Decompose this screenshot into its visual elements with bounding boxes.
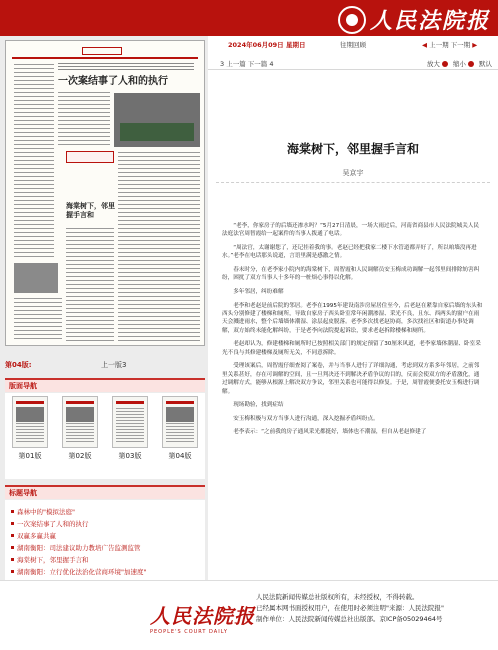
footer-line: 制作单位：人民法院新闻传媒总社出版部。京ICP备05029464号 bbox=[256, 615, 443, 623]
archive-link[interactable]: 往期回顾 bbox=[340, 41, 366, 49]
article-panel bbox=[208, 36, 498, 580]
layout-nav-page-label: 第01版 bbox=[18, 452, 42, 460]
title-nav-item-label: 森林中的"模拟法庭" bbox=[17, 507, 75, 516]
page-thumbnail-icon bbox=[62, 396, 98, 448]
layout-nav-page-4[interactable] bbox=[160, 396, 200, 479]
page-preview-subtitle[interactable]: 海棠树下，邻里握手言和 bbox=[66, 201, 115, 219]
page-preview-text-block bbox=[66, 227, 114, 341]
article-body bbox=[222, 222, 484, 560]
title-nav-item[interactable] bbox=[11, 529, 199, 541]
page-preview-callout bbox=[66, 151, 114, 163]
article-prev-next[interactable]: 3 上一篇 下一篇 4 bbox=[220, 60, 274, 68]
layout-nav-page-label: 第03版 bbox=[118, 452, 142, 460]
masthead-logo[interactable] bbox=[338, 4, 490, 35]
layout-nav-page-label: 第02版 bbox=[68, 452, 92, 460]
page-preview-lead-title[interactable]: 一次案结事了人和的执行 bbox=[58, 76, 168, 87]
article-toolbar bbox=[208, 58, 498, 70]
layout-nav-page-label: 第04版 bbox=[168, 452, 192, 460]
article-subheading: 多年邻居，纠纷难解 bbox=[233, 289, 284, 295]
page-thumbnail-icon bbox=[162, 396, 198, 448]
masthead-bar bbox=[0, 0, 498, 36]
issue-date: 2024年06月09日 星期日 bbox=[228, 41, 306, 49]
article-paragraph: 老李和老赵是前后院的邻居。老李在1995年建设南涉房屋居住至今，后老赵在紧靠自家后墙的东头和西头分别修建了楼梯和厕所，导致自家房子西头卧室常年闲潮渗湿、采光不良，且东、西两头的窗户在雨天会溅进雨水，整个后墙墙体潮湿、涂层起皮脱落。老李多次找老赵协商，多次找社区和街道办事处调解，双方始终未能化解纠纷，于是老李向法院提起诉讼，要求老赵拆除楼梯和厕所。 bbox=[222, 302, 483, 334]
prev-page-link[interactable]: 上一版3 bbox=[101, 361, 127, 369]
title-nav-item-label: 双赢多赢共赢 bbox=[17, 531, 56, 540]
article-title: 海棠树下，邻里握手言和 bbox=[286, 142, 419, 156]
issue-date-bar bbox=[208, 36, 498, 52]
article-paragraph: 老赵却认为，修建楼梯和厕所时已按照相关部门的规定预留了30厘米风道，老李家墙体潮湿、卧室采光不良与其修建楼梯及厕所无关，不同意拆除。 bbox=[222, 341, 481, 356]
article-paragraph: 受理该案后，周智霞仔细查阅了案卷，并与当事人进行了详细沟通，考虑到双方系多年邻居，之前邻里关系甚好，存在可调解的空间，且一旦判决还不到解决矛盾争议的目的，反而会使双方的矛盾激化，通过调解方式，能够从根源上解决双方争议，邻里关系也可能得以修复。于是，周智霞便委托安玉梅进行调解。 bbox=[222, 363, 480, 395]
title-nav-item-label: 湖南衡阳：司法建议助力教培广告监测监管 bbox=[17, 543, 141, 552]
page-preview-text-block bbox=[14, 297, 62, 341]
zoom-in-label: 放大 bbox=[426, 60, 440, 68]
bullet-icon bbox=[11, 558, 14, 561]
zoom-default-button[interactable]: 默认 bbox=[479, 60, 492, 68]
page-thumbnail-icon bbox=[112, 396, 148, 448]
article-paragraph: “周法官，太谢谢您了，还记挂着我的事。老赵已经把我家二楼下水管道都弄好了，所以咱墙没再进水。”老李在电话那头说道，言语里满是感激之情。 bbox=[222, 245, 477, 260]
bullet-icon bbox=[11, 522, 14, 525]
title-nav-item-label: 湖南衡阳：立行优化法治化营商环境"加速度" bbox=[17, 567, 147, 576]
page-pager bbox=[5, 358, 205, 372]
page-preview-header bbox=[12, 45, 198, 59]
title-nav-list bbox=[5, 500, 205, 580]
article-subheading: 现场勘验，找到症结 bbox=[233, 402, 284, 409]
prev-issue-link[interactable]: 上一期 bbox=[429, 41, 449, 49]
footer-logo bbox=[150, 600, 255, 636]
page-preview[interactable] bbox=[5, 40, 205, 346]
page-preview-text-block bbox=[58, 91, 110, 147]
page-thumbnail-icon bbox=[12, 396, 48, 448]
zoom-out-button[interactable] bbox=[453, 59, 475, 68]
next-issue-link[interactable]: 下一期 bbox=[450, 41, 471, 49]
page-preview-text-block bbox=[118, 151, 200, 341]
current-page-label: 第04版: bbox=[5, 361, 32, 369]
zoom-out-icon bbox=[468, 61, 474, 67]
footer-divider bbox=[0, 580, 498, 581]
title-nav-item-label: 一次案结事了人和的执行 bbox=[17, 519, 89, 528]
footer-logo-en: PEOPLE'S COURT DAILY bbox=[150, 629, 228, 635]
page-preview-photo bbox=[14, 263, 58, 293]
bullet-icon bbox=[11, 546, 14, 549]
footer-line: 已经属本网书面授权用户，在使用时必须注明"来源：人民法院报" bbox=[256, 604, 444, 612]
layout-nav-heading: 版面导航 bbox=[5, 378, 205, 392]
layout-nav-page-2[interactable] bbox=[60, 396, 100, 479]
zoom-in-button[interactable] bbox=[427, 59, 449, 68]
title-nav-heading: 标题导航 bbox=[5, 485, 205, 499]
layout-nav-thumbnails bbox=[5, 393, 205, 479]
bullet-icon bbox=[11, 534, 14, 537]
footer-logo-title: 人民法院报 bbox=[150, 604, 255, 628]
masthead-title: 人民法院报 bbox=[369, 8, 490, 34]
page-preview-lede bbox=[58, 62, 194, 70]
zoom-controls bbox=[427, 59, 492, 68]
footer-line: 人民法院新闻传媒总社版权所有，未经授权，不得转载。 bbox=[256, 593, 419, 601]
issue-nav bbox=[422, 40, 477, 49]
layout-nav-page-1[interactable] bbox=[10, 396, 50, 479]
title-nav-item-label: 海棠树下，邻里握手言和 bbox=[17, 555, 89, 564]
article-paragraph: 老李表示：“之前我的房子通风采光都挺好，墙体也不潮湿，但自从老赵修建了 bbox=[233, 429, 427, 436]
title-nav-item[interactable] bbox=[11, 553, 199, 565]
page-preview-photo bbox=[114, 93, 200, 147]
left-sidebar bbox=[0, 36, 208, 580]
zoom-in-icon bbox=[442, 61, 448, 67]
article-paragraph: “老李，你家房子的后墙还渗水吗？”5月27日清晨，一场大雨过后，河南省商县市人民法院城关人民法庭法官周智霞给一起案件的当事人拨通了电话。 bbox=[222, 223, 480, 238]
next-arrow-icon: ▶ bbox=[472, 41, 478, 49]
bullet-icon bbox=[11, 510, 14, 513]
bullet-icon bbox=[11, 570, 14, 573]
court-emblem-icon bbox=[338, 6, 366, 34]
title-divider bbox=[216, 182, 490, 183]
zoom-out-label: 缩小 bbox=[452, 60, 466, 68]
title-nav-item[interactable] bbox=[11, 505, 199, 517]
article-author: 吴京宇 bbox=[342, 169, 364, 177]
title-nav-item[interactable] bbox=[11, 541, 199, 553]
article-paragraph: 春末时分，在老李家小院内的海棠树下，周智霞和人民调解员安玉梅成功调解一起邻里间排除妨害纠纷，困扰了双方当事人十多年的一桩烦心事得以化解。 bbox=[222, 267, 480, 282]
page-preview-section-tag bbox=[82, 47, 122, 55]
footer-copyright bbox=[256, 592, 466, 625]
title-nav-item[interactable] bbox=[11, 517, 199, 529]
page-preview-text-block bbox=[14, 63, 54, 259]
article-paragraph: 安玉梅积极与双方当事人进行沟通，深入挖掘矛盾纠纷点。 bbox=[233, 415, 379, 422]
title-nav-item[interactable] bbox=[11, 565, 199, 577]
prev-arrow-icon: ◀ bbox=[422, 41, 427, 49]
layout-nav-page-3[interactable] bbox=[110, 396, 150, 479]
